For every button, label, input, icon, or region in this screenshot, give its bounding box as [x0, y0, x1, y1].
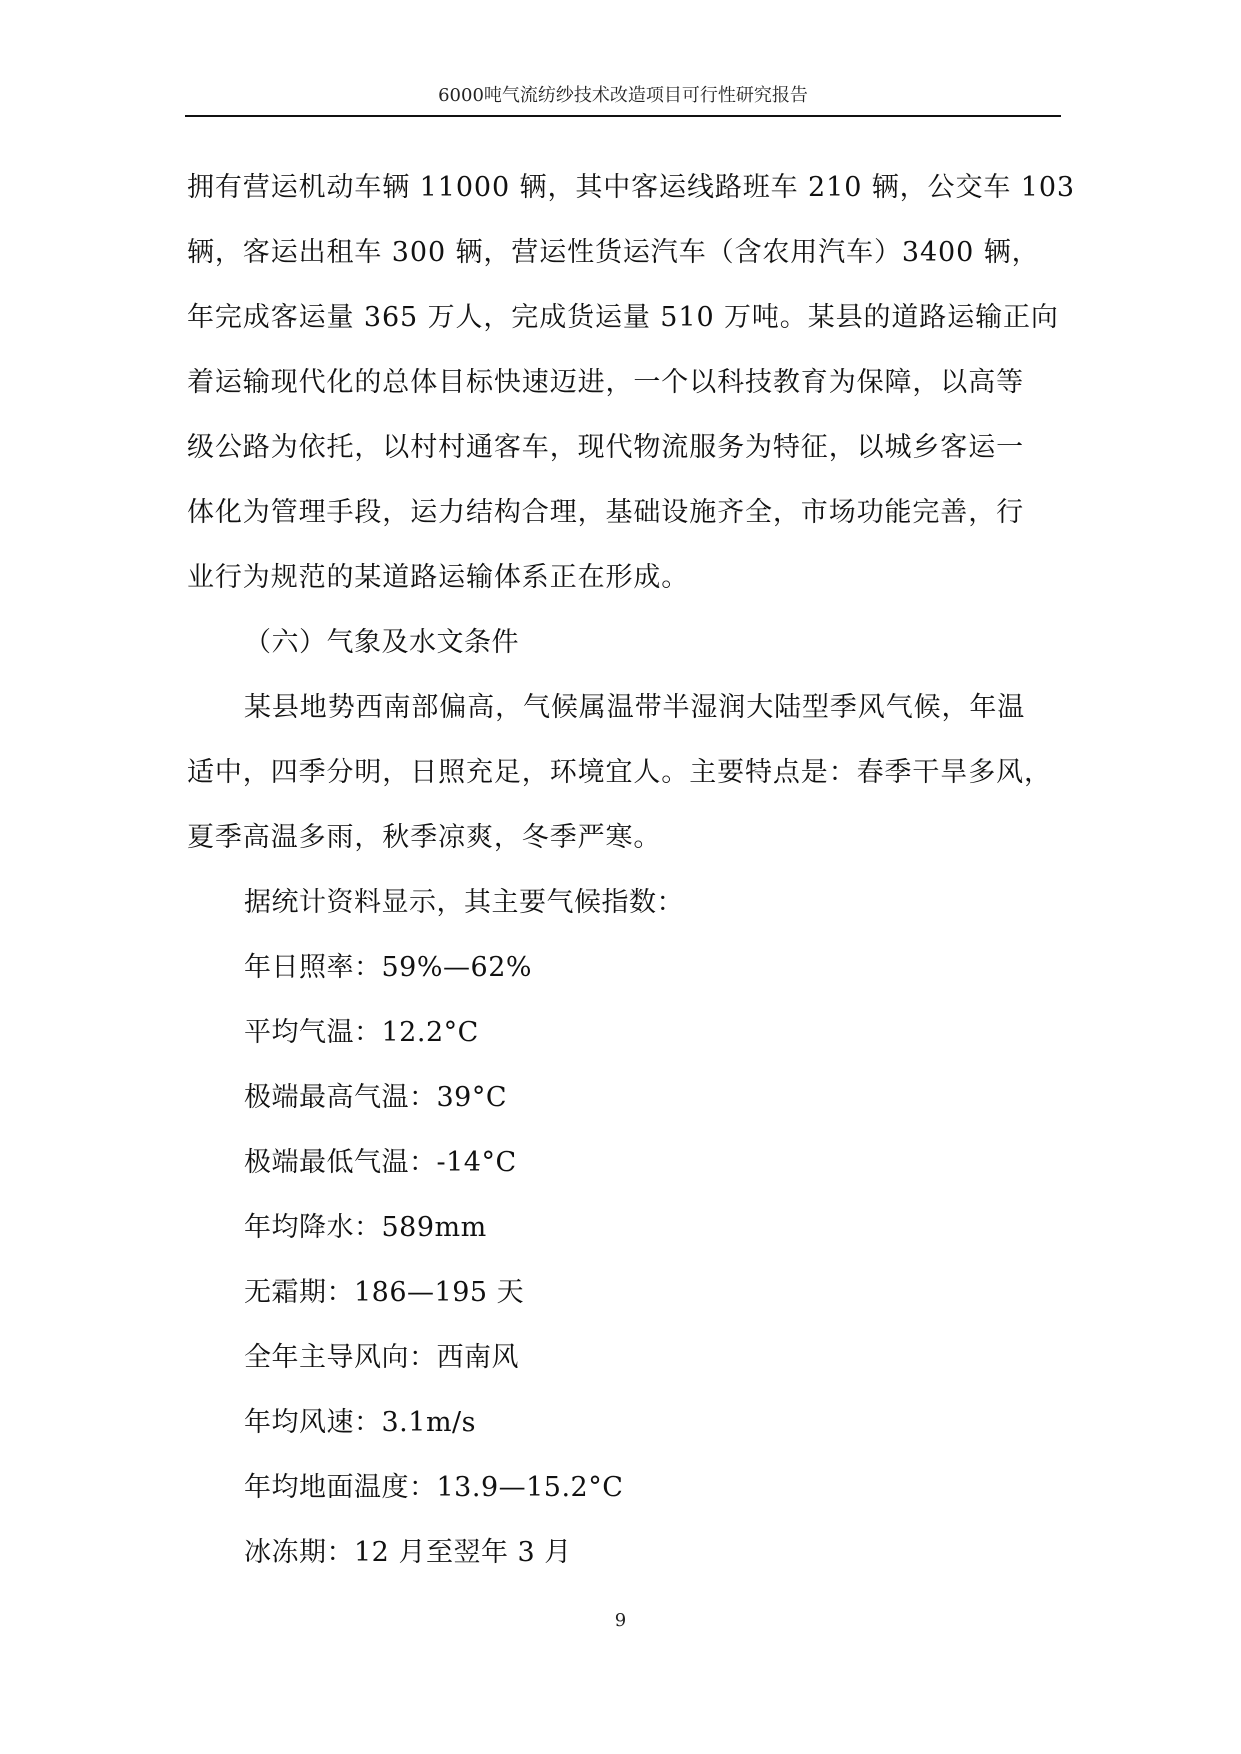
paragraph-line: 年完成客运量 365 万人，完成货运量 510 万吨。某县的道路运输正向: [187, 302, 1059, 333]
page-body: [187, 155, 1075, 1585]
climate-index-item: 年均地面温度：13.9—15.2°C: [244, 1472, 624, 1503]
paragraph-line: 适中，四季分明，日照充足，环境宜人。主要特点是：春季干旱多风，: [187, 757, 1052, 788]
climate-index-item: 全年主导风向：西南风: [244, 1342, 519, 1373]
paragraph-line: 辆，客运出租车 300 辆，营运性货运汽车（含农用汽车）3400 辆，: [187, 237, 1040, 268]
climate-indices-list: [187, 935, 1059, 1585]
climate-index-item: 年均降水：589mm: [244, 1212, 487, 1243]
climate-paragraph: [187, 675, 1059, 870]
climate-index-item: 极端最高气温：39°C: [244, 1082, 508, 1113]
running-header: 6000吨气流纺纱技术改造项目可行性研究报告: [438, 85, 808, 106]
stats-intro: 据统计资料显示，其主要气候指数：: [244, 887, 684, 918]
climate-index-item: 冰冻期：12 月至翌年 3 月: [244, 1537, 572, 1568]
climate-index-item: 平均气温：12.2°C: [244, 1017, 479, 1048]
page-number: 9: [614, 1610, 627, 1631]
header-rule: [185, 115, 1061, 117]
paragraph-line: 体化为管理手段，运力结构合理，基础设施齐全，市场功能完善，行: [187, 497, 1024, 528]
climate-index-item: 年均风速：3.1m/s: [244, 1407, 476, 1438]
paragraph-line: 级公路为依托，以村村通客车，现代物流服务为特征，以城乡客运一: [187, 432, 1024, 463]
climate-index-item: 年日照率：59%—62%: [244, 952, 533, 983]
climate-index-item: 无霜期：186—195 天: [244, 1277, 525, 1308]
section-heading: （六）气象及水文条件: [244, 627, 519, 658]
paragraph-line: 拥有营运机动车辆 11000 辆，其中客运线路班车 210 辆，公交车 103: [187, 172, 1075, 203]
paragraph-line: 业行为规范的某道路运输体系正在形成。: [187, 562, 690, 593]
climate-index-item: 极端最低气温：-14°C: [244, 1147, 517, 1178]
transport-paragraph: [187, 155, 1075, 610]
paragraph-line: 某县地势西南部偏高，气候属温带半湿润大陆型季风气候，年温: [244, 692, 1026, 723]
paragraph-line: 夏季高温多雨，秋季凉爽，冬季严寒。: [187, 822, 662, 853]
paragraph-line: 着运输现代化的总体目标快速迈进，一个以科技教育为保障，以高等: [187, 367, 1024, 398]
